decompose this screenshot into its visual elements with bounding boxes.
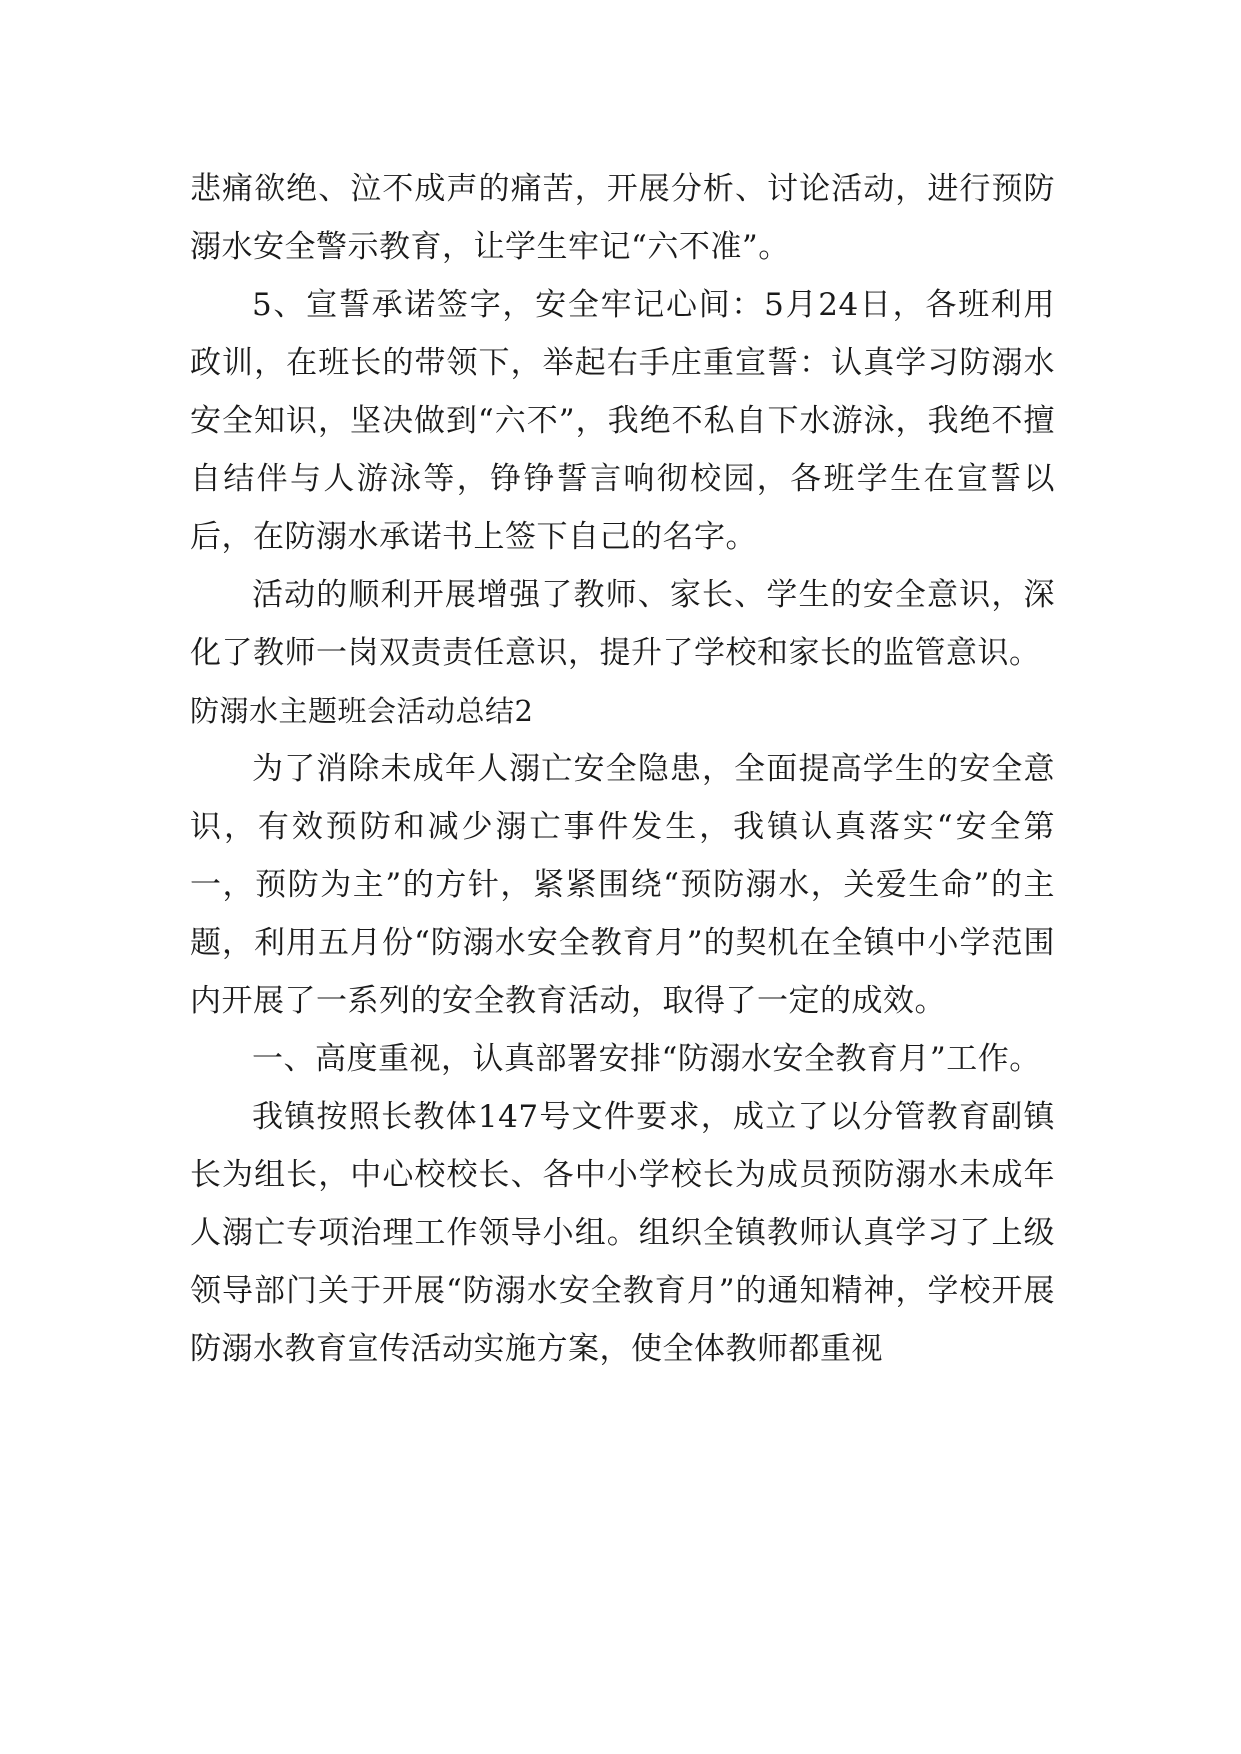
document-body (190, 160, 1055, 1378)
paragraph-heading-one: 一、高度重视，认真部署安排“防溺水安全教育月”工作。 (252, 1041, 1041, 1077)
paragraph-outcome: 活动的顺利开展增强了教师、家长、学生的安全意识，深化了教师一岗双责责任意识，提升了学校和家长的监管意识。 (190, 577, 1055, 671)
section-title: 防溺水主题班会活动总结2 (190, 694, 534, 728)
paragraph-intro: 为了消除未成年人溺亡安全隐患，全面提高学生的安全意识，有效预防和减少溺亡事件发生，我镇认真落实“安全第一，预防为主”的方针，紧紧围绕“预防溺水，关爱生命”的主题，利用五月份“防溺水安全教育月”的契机在全镇中小学范围内开展了一系列的安全教育活动，取得了一定的成效。 (190, 751, 1055, 1019)
paragraph-pledge: 5、宣誓承诺签字，安全牢记心间：5月24日，各班利用政训，在班长的带领下，举起右手庄重宣誓：认真学习防溺水安全知识，坚决做到“六不”，我绝不私自下水游泳，我绝不擅自结伴与人游泳等，铮铮誓言响彻校园，各班学生在宣誓以后，在防溺水承诺书上签下自己的名字。 (190, 287, 1055, 555)
paragraph-organization: 我镇按照长教体147号文件要求，成立了以分管教育副镇长为组长，中心校校长、各中小学校长为成员预防溺水未成年人溺亡专项治理工作领导小组。组织全镇教师认真学习了上级领导部门关于开展“防溺水安全教育月”的通知精神，学校开展防溺水教育宣传活动实施方案，使全体教师都重视 (190, 1099, 1055, 1367)
paragraph-continuation: 悲痛欲绝、泣不成声的痛苦，开展分析、讨论活动，进行预防溺水安全警示教育，让学生牢记“六不准”。 (190, 171, 1055, 265)
